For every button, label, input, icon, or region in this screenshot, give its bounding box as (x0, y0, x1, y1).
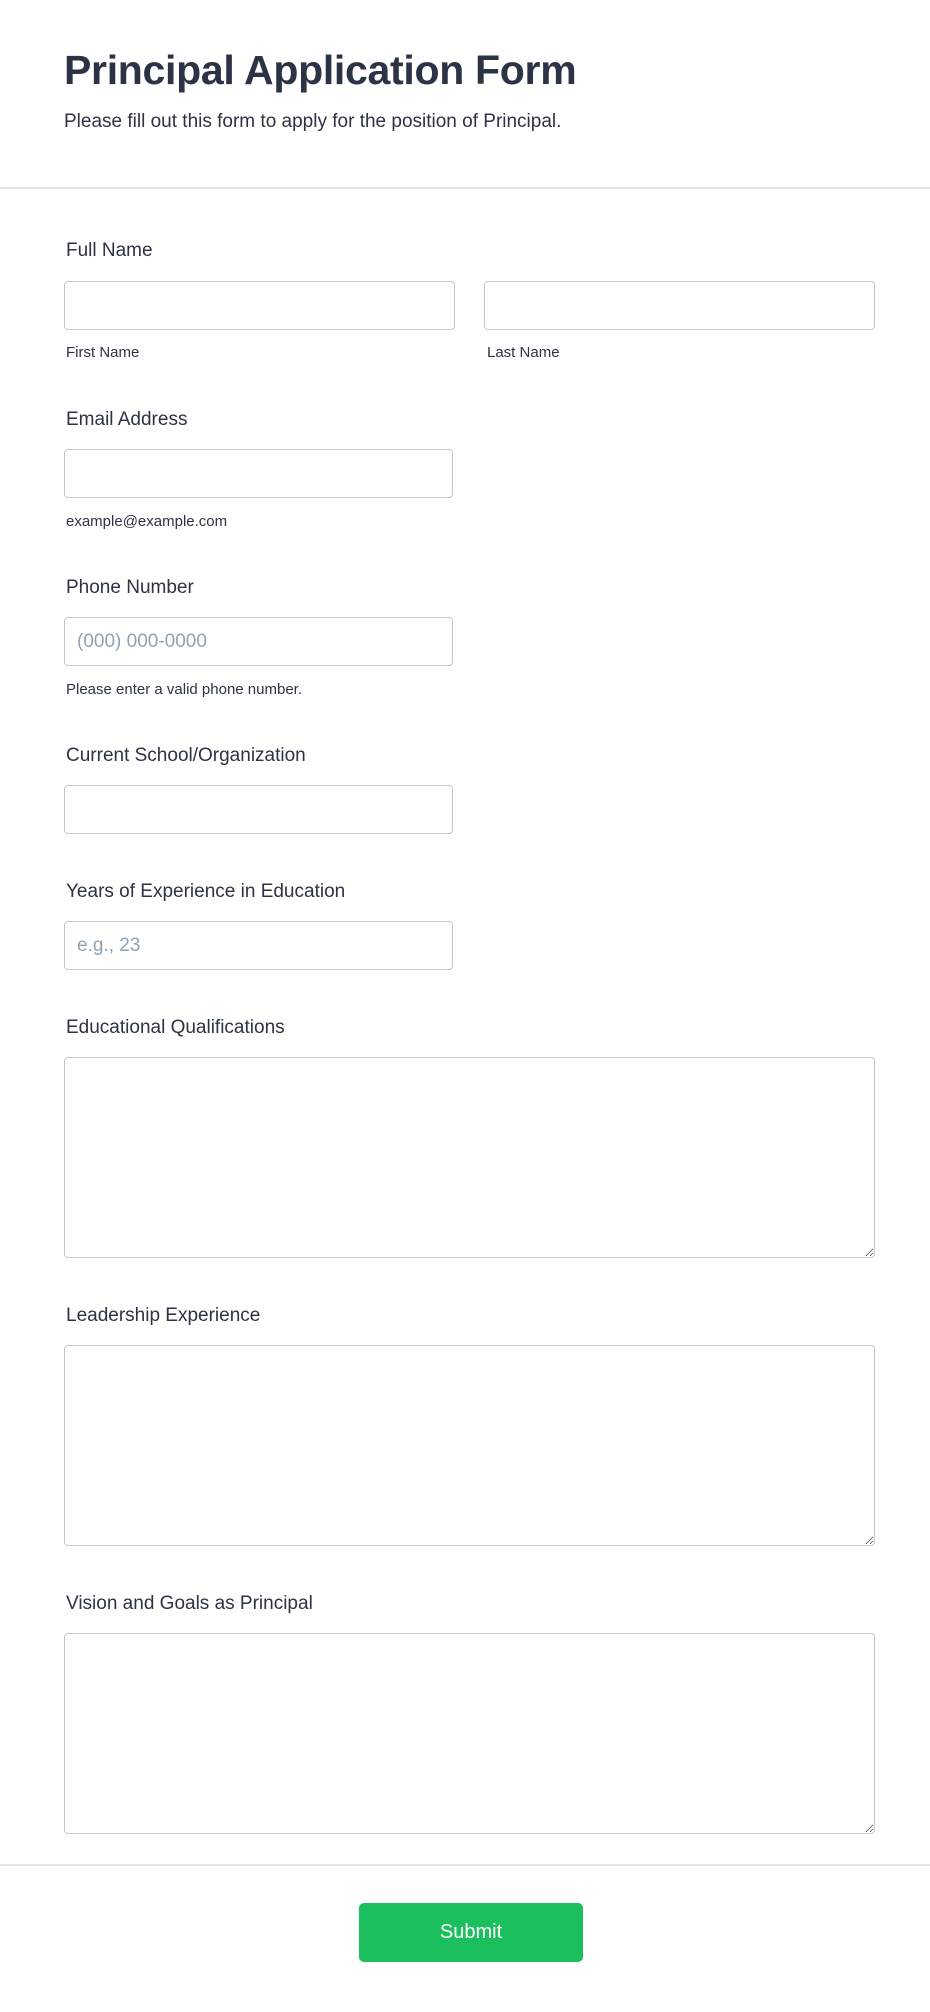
page-title: Principal Application Form (64, 47, 577, 93)
email-label: Email Address (66, 409, 188, 430)
email-input[interactable] (64, 449, 453, 498)
qualifications-label: Educational Qualifications (66, 1017, 285, 1038)
vision-label: Vision and Goals as Principal (66, 1593, 313, 1614)
page-subtitle: Please fill out this form to apply for the position of Principal. (64, 111, 562, 132)
submit-button[interactable]: Submit (359, 1903, 583, 1962)
experience-years-label: Years of Experience in Education (66, 881, 346, 902)
last-name-sublabel: Last Name (487, 344, 560, 361)
school-input[interactable] (64, 785, 453, 834)
phone-label: Phone Number (66, 577, 194, 598)
first-name-input[interactable] (64, 281, 455, 330)
full-name-label: Full Name (66, 240, 153, 261)
school-label: Current School/Organization (66, 745, 306, 766)
vision-textarea[interactable] (64, 1633, 875, 1834)
email-sublabel: example@example.com (66, 513, 228, 530)
qualifications-textarea[interactable] (64, 1057, 875, 1258)
footer-divider (0, 1864, 930, 1866)
first-name-sublabel: First Name (66, 344, 140, 361)
leadership-label: Leadership Experience (66, 1305, 261, 1326)
phone-input[interactable] (64, 617, 453, 666)
experience-years-input[interactable] (64, 921, 453, 970)
phone-sublabel: Please enter a valid phone number. (66, 681, 302, 698)
last-name-input[interactable] (484, 281, 875, 330)
form-header (0, 0, 930, 189)
leadership-textarea[interactable] (64, 1345, 875, 1546)
